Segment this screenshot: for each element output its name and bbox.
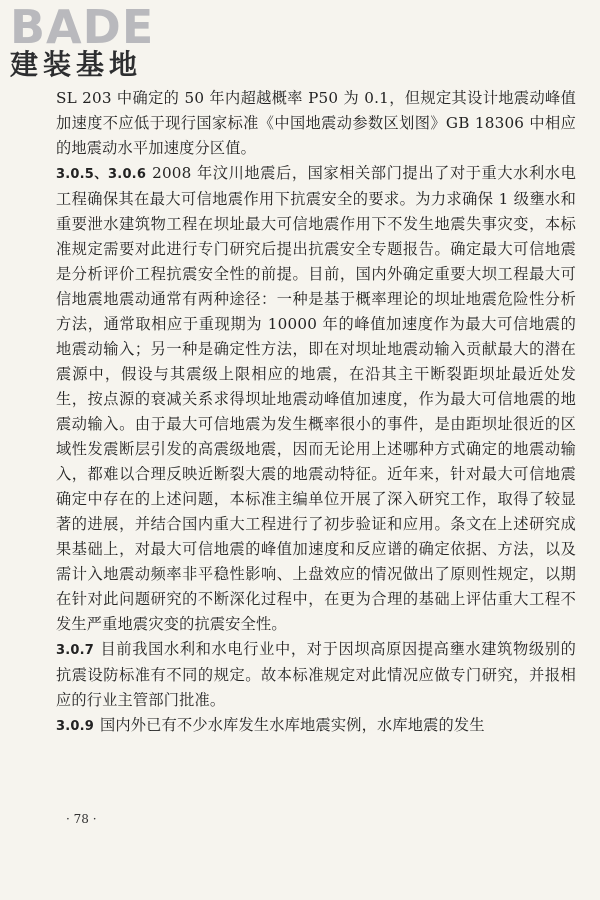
clause-number: 3.0.7 [56,643,95,658]
paragraph-clause-3-0-5 [56,161,576,637]
paragraph-continuation [56,86,576,161]
paragraph-text: 2008 年汶川地震后，国家相关部门提出了对于重大水利水电工程确保其在最大可信地震作用下抗震安全的要求。为力求确保 1 级壅水和重要泄水建筑物工程在坝址最大可信地震作用下不发生地震失事灾变，本标准规定需要对此进行专门研究后提出抗震安全专题报告。确定最大可信地震是分析评价工程抗震安全性的前提。目前，国内外确定重要大坝工程最大可信地震地震动通常有两种途径：一种是基于概率理论的坝址地震危险性分析方法，通常取相应于重现期为 10000 年的峰值加速度作为最大可信地震的地震动输入；另一种是确定性方法，即在对坝址地震动输入贡献最大的潜在震源中，假设与其震级上限相应的地震，在沿其主干断裂距坝址最近处发生，按点源的衰减关系求得坝址地震动峰值加速度，作为最大可信地震的地震动输入。由于最大可信地震为发生概率很小的事件，是由距坝址很近的区域性发震断层引发的高震级地震，因而无论用上述哪种方式确定的地震动输入，都难以合理反映近断裂大震的地震动特征。近年来，针对最大可信地震确定中存在的上述问题，本标准主编单位开展了深入研究工作，取得了较显著的进展，并结合国内重大工程进行了初步验证和应用。条文在上述研究成果基础上，对最大可信地震的峰值加速度和反应谱的确定依据、方法，以及需计入地震动频率非平稳性影响、上盘效应的情况做出了原则性规定，以期在针对此问题研究的不断深化过程中，在更为合理的基础上评估重大工程不发生严重地震灾变的抗震安全性。 [56,164,576,633]
page-number: · 78 · [66,812,97,826]
paragraph-text: 国内外已有不少水库发生水库地震实例，水库地震的发生 [100,716,485,734]
logo-subtitle-text: 建装基地 [10,48,143,81]
paragraph-text: 目前我国水利和水电行业中，对于因坝高原因提高壅水建筑物级别的抗震设防标准有不同的规定。故本标准规定对此情况应做专门研究，并报相应的行业主管部门批准。 [56,640,576,709]
clause-number: 3.0.9 [56,719,95,734]
paragraph-clause-3-0-9 [56,713,576,739]
brand-logo [10,0,180,84]
logo-brand-text: BADE [10,0,155,54]
clause-number: 3.0.5、3.0.6 [56,167,147,182]
paragraph-clause-3-0-7 [56,637,576,713]
document-body [56,86,576,739]
paragraph-text: SL 203 中确定的 50 年内超越概率 P50 为 0.1，但规定其设计地震动峰值加速度不应低于现行国家标准《中国地震动参数区划图》GB 18306 中相应的地震动水平加速度分区值。 [56,89,576,157]
